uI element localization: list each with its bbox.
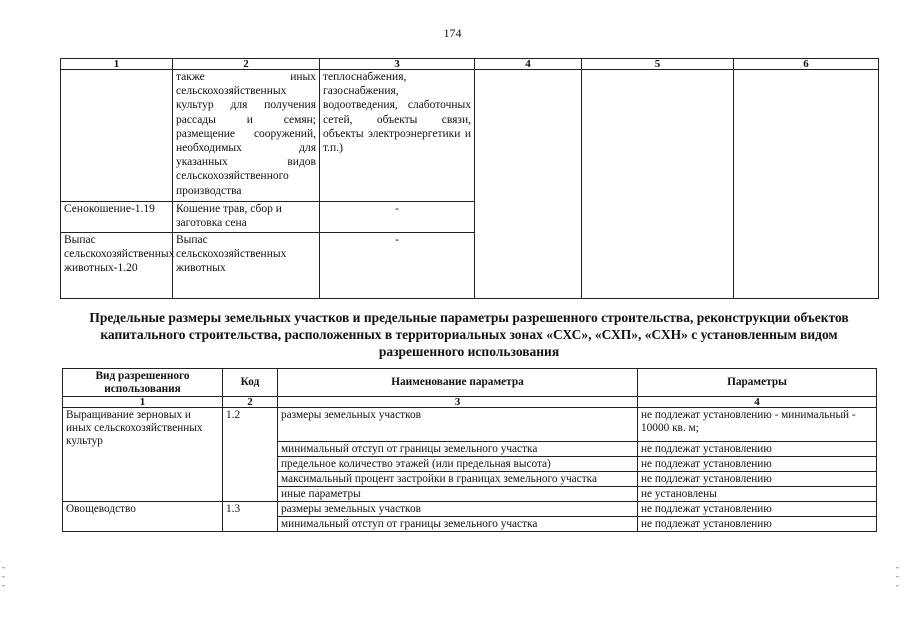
table-cell: не установлены bbox=[638, 487, 877, 502]
column-number: 4 bbox=[475, 59, 582, 70]
table-cell: иные параметры bbox=[278, 487, 638, 502]
column-number: 2 bbox=[223, 397, 278, 408]
table-cell: размеры земельных участков bbox=[278, 408, 638, 442]
parameters-table bbox=[62, 368, 877, 532]
column-number: 1 bbox=[61, 59, 173, 70]
table-cell: минимальный отступ от границы земельного участка bbox=[278, 442, 638, 457]
table-cell: теплоснабжения, газоснабжения, водоотведения, слаботочных сетей, объекты связи, объекты электроэнергетики и т.п.) bbox=[320, 70, 475, 202]
table-cell bbox=[734, 70, 879, 299]
column-header: Параметры bbox=[638, 369, 877, 397]
table-cell: 1.2 bbox=[223, 408, 278, 502]
table-cell bbox=[475, 70, 582, 299]
column-number: 1 bbox=[63, 397, 223, 408]
column-number: 3 bbox=[320, 59, 475, 70]
table-cell: Выпас сельскохозяйственных животных bbox=[173, 233, 320, 299]
table-cell bbox=[61, 70, 173, 202]
column-number-row bbox=[61, 59, 879, 70]
scan-edge-mark: - - - bbox=[2, 562, 5, 590]
table-cell: не подлежат установлению bbox=[638, 457, 877, 472]
column-header: Код bbox=[223, 369, 278, 397]
table-row bbox=[63, 502, 877, 517]
column-number: 3 bbox=[278, 397, 638, 408]
table-cell: Сенокошение-1.19 bbox=[61, 202, 173, 233]
table-row bbox=[63, 408, 877, 442]
column-header: Наименование параметра bbox=[278, 369, 638, 397]
page-number: 174 bbox=[443, 26, 462, 40]
table-cell: не подлежат установлению bbox=[638, 442, 877, 457]
column-number: 6 bbox=[734, 59, 879, 70]
table-cell: размеры земельных участков bbox=[278, 502, 638, 517]
section-heading: Предельные размеры земельных участков и предельные параметры разрешенного строительства, реконструкции объектов капитального строительства, расположенных в территориальных зонах «СХС», «СХП», «СХН» с установленным видом разрешенного использования bbox=[89, 310, 849, 359]
table-cell bbox=[582, 70, 734, 299]
table-cell: минимальный отступ от границы земельного участка bbox=[278, 517, 638, 532]
table-cell: также иных сельскохозяйственных культур для получения рассады и семян; размещение сооружений, необходимых для указанных видов сельскохозяйственного производства bbox=[173, 70, 320, 202]
table-cell: не подлежат установлению bbox=[638, 502, 877, 517]
header-row bbox=[63, 369, 877, 397]
table-cell: Выпас сельскохозяйственных животных-1.20 bbox=[61, 233, 173, 299]
table-cell: не подлежат установлению bbox=[638, 472, 877, 487]
table-cell: - bbox=[320, 233, 475, 299]
table-cell: максимальный процент застройки в границах земельного участка bbox=[278, 472, 638, 487]
table-cell: не подлежат установлению - минимальный - 10000 кв. м; bbox=[638, 408, 877, 442]
table-cell: Кошение трав, сбор и заготовка сена bbox=[173, 202, 320, 233]
column-number: 5 bbox=[582, 59, 734, 70]
column-number: 4 bbox=[638, 397, 877, 408]
table-cell: - bbox=[320, 202, 475, 233]
land-use-table-continued bbox=[60, 58, 879, 299]
table-row bbox=[61, 70, 879, 202]
table-cell: Овощеводство bbox=[63, 502, 223, 532]
table-cell: 1.3 bbox=[223, 502, 278, 532]
table-cell: предельное количество этажей (или предельная высота) bbox=[278, 457, 638, 472]
scan-edge-mark: - - - bbox=[896, 562, 899, 590]
table-cell: не подлежат установлению bbox=[638, 517, 877, 532]
column-header: Вид разрешенного использования bbox=[63, 369, 223, 397]
table-cell: Выращивание зерновых и иных сельскохозяйственных культур bbox=[63, 408, 223, 502]
column-number: 2 bbox=[173, 59, 320, 70]
column-number-row bbox=[63, 397, 877, 408]
